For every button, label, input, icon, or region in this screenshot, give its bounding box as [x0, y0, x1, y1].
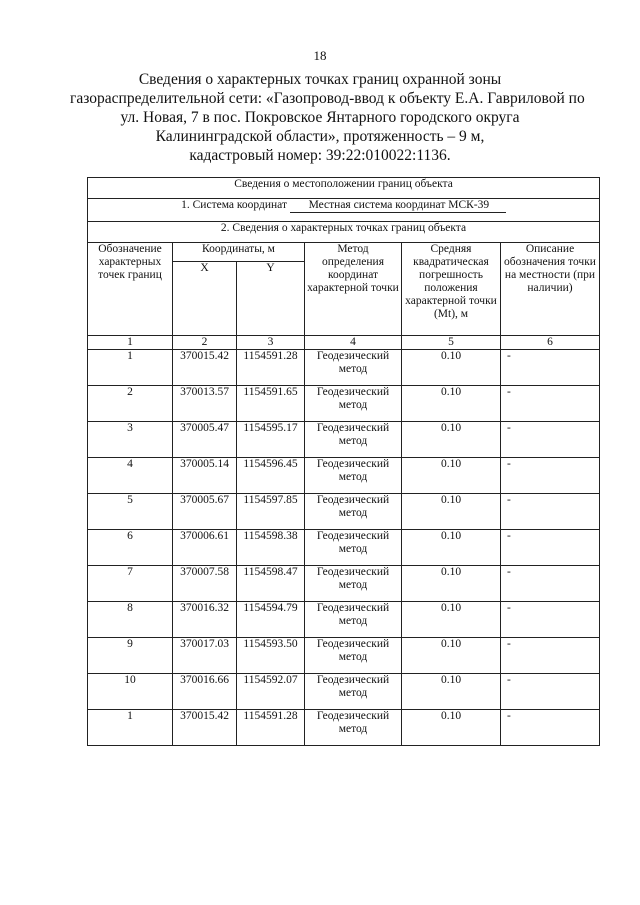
error-cell: 0.10 — [402, 530, 501, 566]
x-coordinate-cell: 370015.42 — [173, 710, 237, 746]
y-coordinate-cell: 1154596.45 — [237, 458, 305, 494]
description-cell: - — [501, 458, 600, 494]
document-title — [70, 70, 585, 165]
error-cell: 0.10 — [402, 350, 501, 386]
description-cell: - — [501, 638, 600, 674]
point-cell: 2 — [88, 386, 173, 422]
x-coordinate-cell: 370016.66 — [173, 674, 237, 710]
table-row — [88, 386, 600, 422]
method-cell: Геодезический метод — [305, 422, 402, 458]
method-cell: Геодезический метод — [305, 710, 402, 746]
y-coordinate-cell: 1154598.38 — [237, 530, 305, 566]
method-cell: Геодезический метод — [305, 386, 402, 422]
title-line: Калининградской области», протяженность – 9 м, — [155, 128, 485, 145]
title-line: кадастровый номер: 39:22:010022:1136. — [189, 147, 451, 164]
error-cell: 0.10 — [402, 602, 501, 638]
table-row — [88, 422, 600, 458]
point-cell: 7 — [88, 566, 173, 602]
table-row — [88, 350, 600, 386]
y-coordinate-cell: 1154595.17 — [237, 422, 305, 458]
method-cell: Геодезический метод — [305, 638, 402, 674]
x-coordinate-cell: 370005.67 — [173, 494, 237, 530]
section-heading: 2. Сведения о характерных точках границ объекта — [88, 222, 600, 243]
header-description: Описание обозначения точки на местности (при наличии) — [501, 243, 600, 336]
description-cell: - — [501, 530, 600, 566]
y-coordinate-cell: 1154593.50 — [237, 638, 305, 674]
table-row — [88, 458, 600, 494]
description-cell: - — [501, 710, 600, 746]
column-number: 1 — [88, 336, 173, 350]
error-cell: 0.10 — [402, 422, 501, 458]
coordinate-system-value: Местная система координат МСК-39 — [290, 199, 506, 213]
table-caption-row — [88, 178, 600, 199]
point-cell: 9 — [88, 638, 173, 674]
error-cell: 0.10 — [402, 710, 501, 746]
column-number: 5 — [402, 336, 501, 350]
table-body — [88, 178, 600, 746]
title-line: ул. Новая, 7 в пос. Покровское Янтарного городского округа — [120, 109, 520, 126]
method-cell: Геодезический метод — [305, 350, 402, 386]
point-cell: 3 — [88, 422, 173, 458]
error-cell: 0.10 — [402, 566, 501, 602]
header-method: Метод определения координат характерной точки — [305, 243, 402, 336]
point-cell: 8 — [88, 602, 173, 638]
point-cell: 1 — [88, 350, 173, 386]
x-coordinate-cell: 370005.47 — [173, 422, 237, 458]
table-row — [88, 638, 600, 674]
column-number: 2 — [173, 336, 237, 350]
table-row — [88, 494, 600, 530]
description-cell: - — [501, 674, 600, 710]
method-cell: Геодезический метод — [305, 602, 402, 638]
method-cell: Геодезический метод — [305, 530, 402, 566]
coordinate-system-label: 1. Система координат — [181, 199, 287, 211]
description-cell: - — [501, 422, 600, 458]
coordinate-system-row — [88, 199, 600, 222]
error-cell: 0.10 — [402, 386, 501, 422]
y-coordinate-cell: 1154591.28 — [237, 710, 305, 746]
x-coordinate-cell: 370015.42 — [173, 350, 237, 386]
method-cell: Геодезический метод — [305, 458, 402, 494]
x-coordinate-cell: 370013.57 — [173, 386, 237, 422]
table-row — [88, 566, 600, 602]
point-cell: 6 — [88, 530, 173, 566]
header-x: X — [173, 262, 237, 336]
table-row — [88, 602, 600, 638]
y-coordinate-cell: 1154598.47 — [237, 566, 305, 602]
coordinate-system-cell — [88, 199, 600, 222]
column-number: 3 — [237, 336, 305, 350]
title-line: газораспределительной сети: «Газопровод-ввод к объекту Е.А. Гавриловой по — [70, 90, 585, 107]
table-row — [88, 710, 600, 746]
header-error: Средняя квадратическая погрешность положения характерной точки (Mt), м — [402, 243, 501, 336]
description-cell: - — [501, 602, 600, 638]
x-coordinate-cell: 370007.58 — [173, 566, 237, 602]
y-coordinate-cell: 1154591.28 — [237, 350, 305, 386]
description-cell: - — [501, 386, 600, 422]
point-cell: 1 — [88, 710, 173, 746]
point-cell: 10 — [88, 674, 173, 710]
method-cell: Геодезический метод — [305, 566, 402, 602]
method-cell: Геодезический метод — [305, 674, 402, 710]
y-coordinate-cell: 1154597.85 — [237, 494, 305, 530]
header-coordinates: Координаты, м — [173, 243, 305, 262]
boundary-points-table — [87, 177, 600, 746]
error-cell: 0.10 — [402, 638, 501, 674]
description-cell: - — [501, 566, 600, 602]
section-heading-row — [88, 222, 600, 243]
table-row — [88, 674, 600, 710]
column-number: 6 — [501, 336, 600, 350]
table-row — [88, 530, 600, 566]
title-line: Сведения о характерных точках границ охранной зоны — [138, 71, 502, 88]
error-cell: 0.10 — [402, 674, 501, 710]
point-cell: 5 — [88, 494, 173, 530]
method-cell: Геодезический метод — [305, 494, 402, 530]
table-caption: Сведения о местоположении границ объекта — [88, 178, 600, 199]
error-cell: 0.10 — [402, 494, 501, 530]
y-coordinate-cell: 1154594.79 — [237, 602, 305, 638]
x-coordinate-cell: 370005.14 — [173, 458, 237, 494]
x-coordinate-cell: 370017.03 — [173, 638, 237, 674]
header-row — [88, 243, 600, 262]
description-cell: - — [501, 350, 600, 386]
x-coordinate-cell: 370006.61 — [173, 530, 237, 566]
y-coordinate-cell: 1154591.65 — [237, 386, 305, 422]
error-cell: 0.10 — [402, 458, 501, 494]
y-coordinate-cell: 1154592.07 — [237, 674, 305, 710]
description-cell: - — [501, 494, 600, 530]
x-coordinate-cell: 370016.32 — [173, 602, 237, 638]
point-cell: 4 — [88, 458, 173, 494]
header-point: Обозначение характерных точек границ — [88, 243, 173, 336]
header-y: Y — [237, 262, 305, 336]
column-number: 4 — [305, 336, 402, 350]
column-number-row — [88, 336, 600, 350]
page-number: 18 — [313, 48, 327, 63]
